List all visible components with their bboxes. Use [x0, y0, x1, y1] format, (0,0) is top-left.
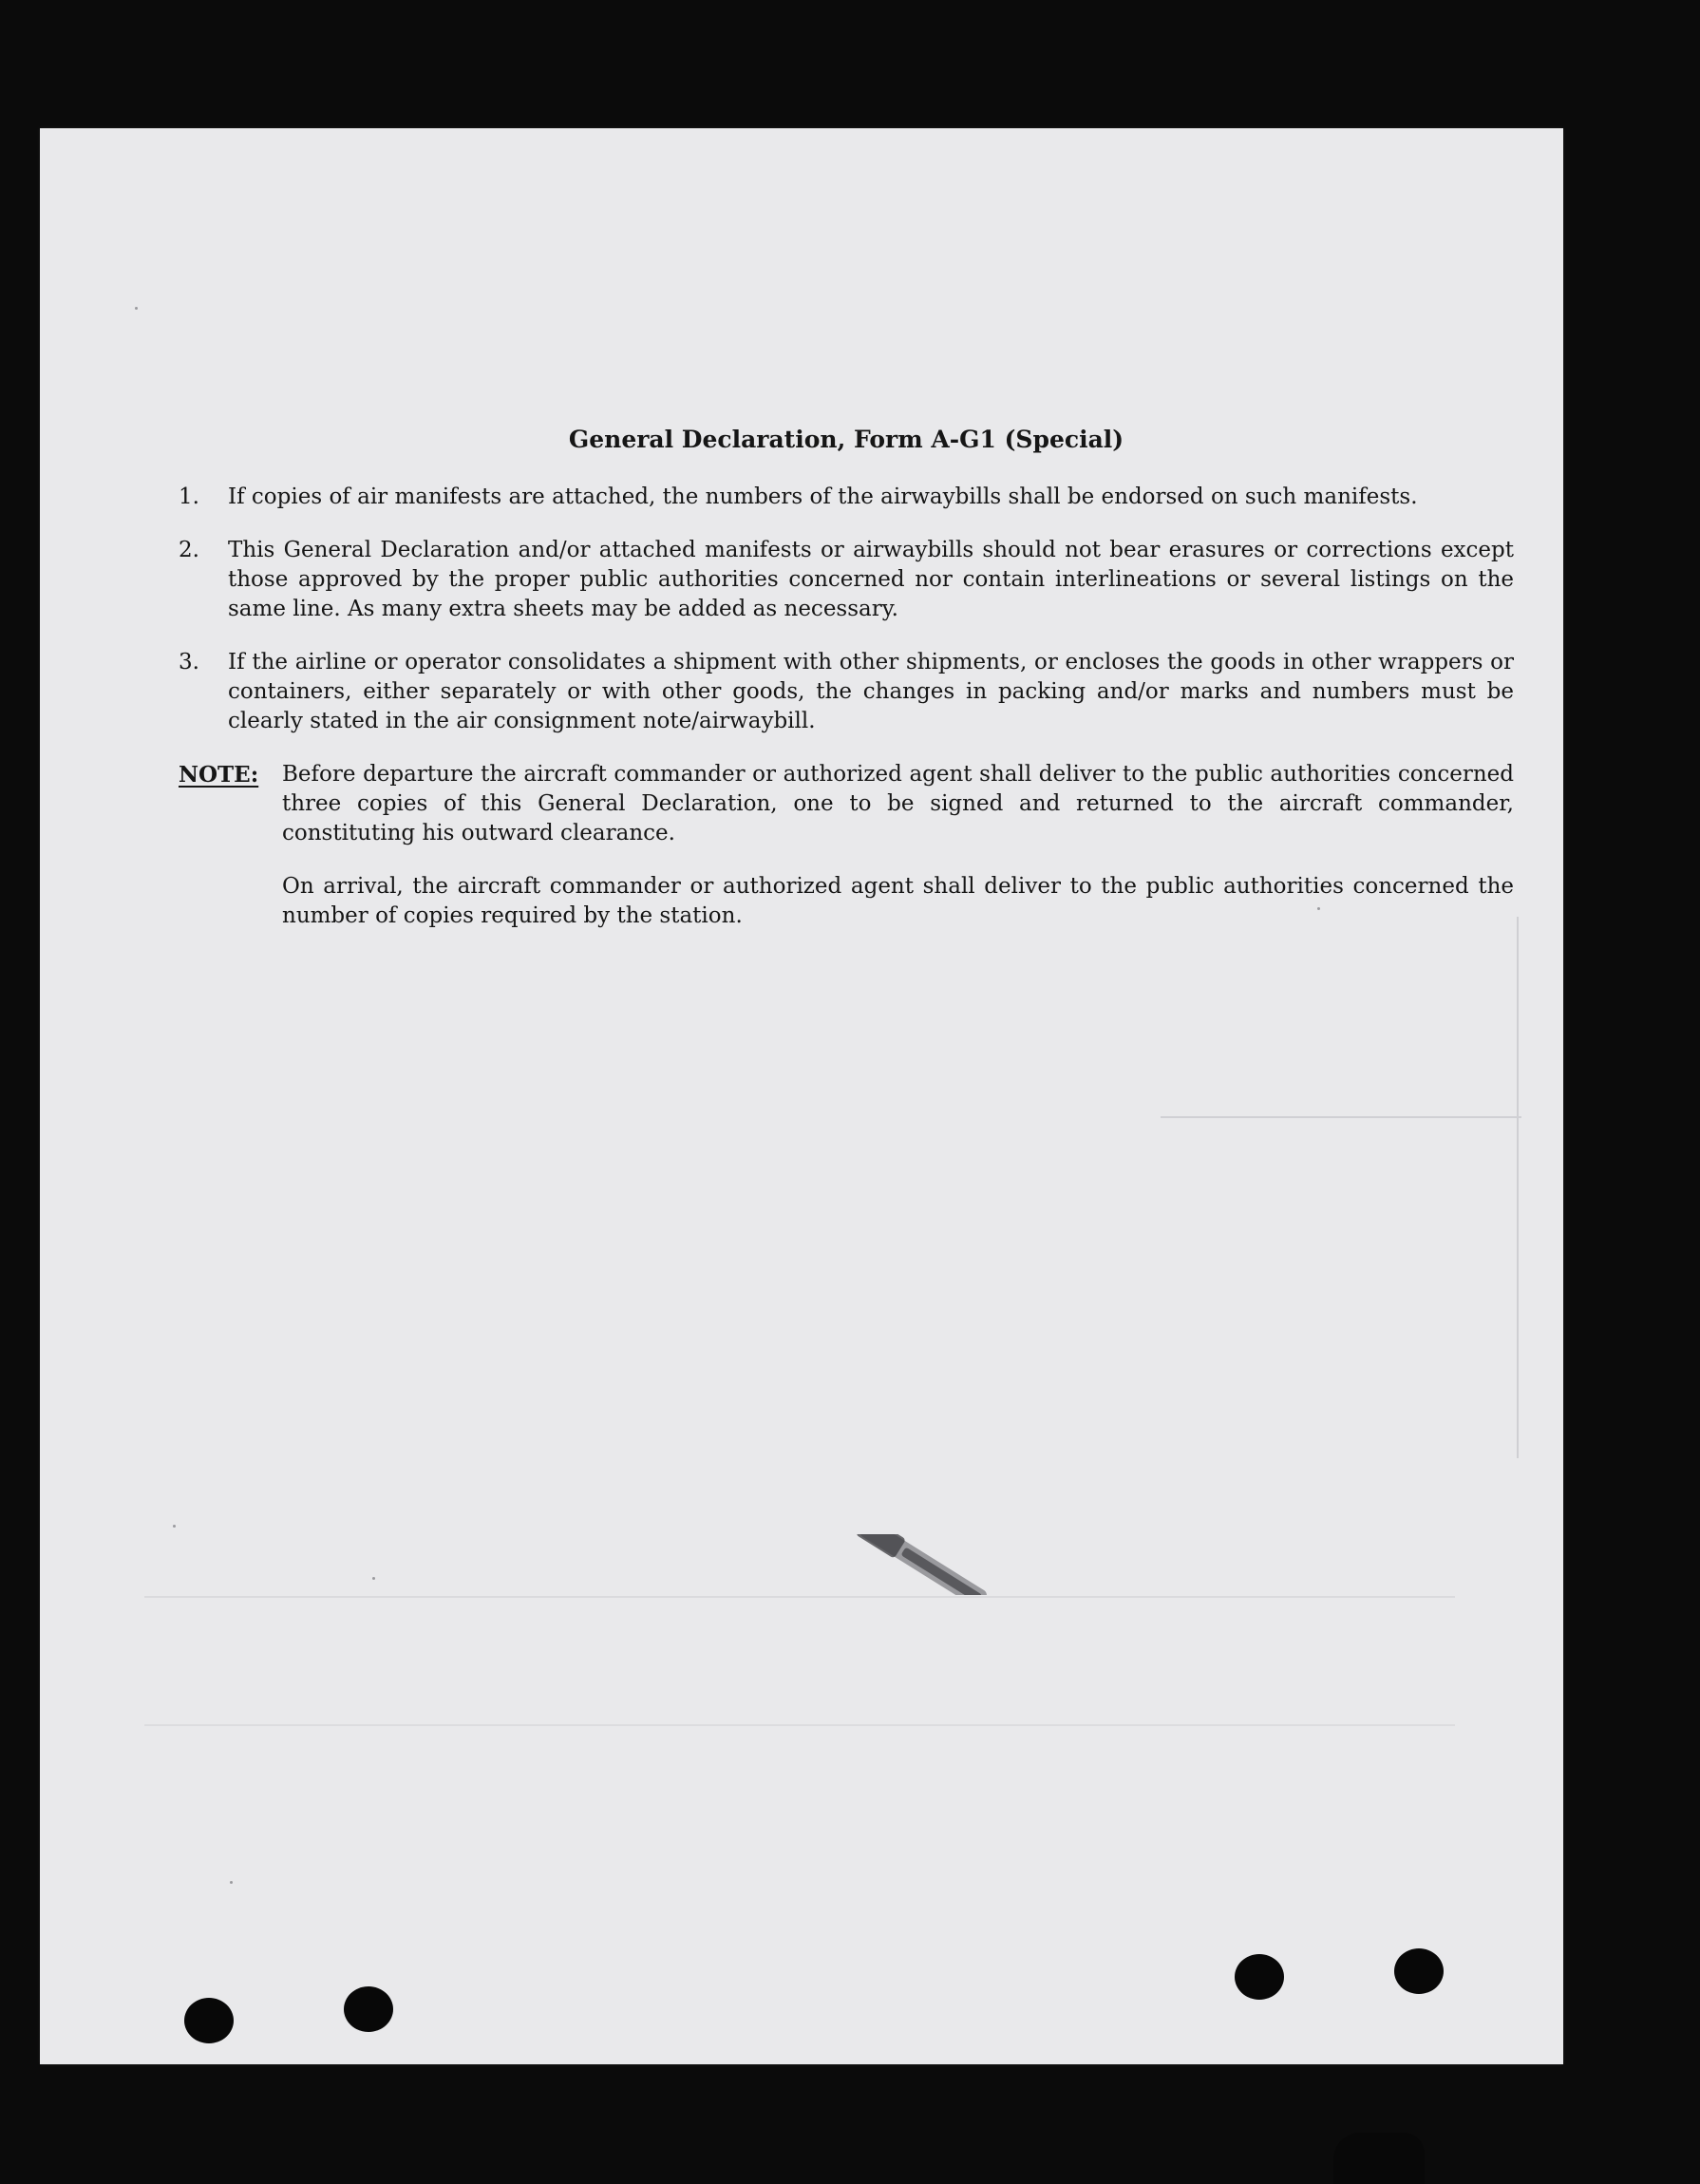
dust-speck [372, 1577, 375, 1580]
punch-hole [1235, 1954, 1284, 2000]
torn-corner [1333, 2133, 1425, 2184]
instruction-item [179, 648, 1514, 736]
punch-hole [184, 1998, 234, 2043]
item-text: If copies of air manifests are attached, the numbers of the airwaybills shall be endorsed on such manifests. [228, 484, 1418, 509]
dust-speck [230, 1881, 233, 1884]
note-paragraph: Before departure the aircraft commander or authorized agent shall deliver to the public authorities concerned three copies of this General Declaration, one to be signed and returned to the aircraft commander, constituting his outward clearance. [282, 762, 1514, 845]
dust-speck [135, 307, 138, 310]
item-text: If the airline or operator consolidates a shipment with other shipments, or encloses the goods in other wrappers or containers, either separately or with other goods, the changes in packing and/or marks and numbers must be clearly stated in the air consignment note/airwaybill. [228, 650, 1514, 733]
bleed-through-rule [1517, 917, 1519, 1458]
bleed-through-line [144, 1596, 1455, 1598]
instruction-item [179, 536, 1514, 624]
punch-hole [1394, 1948, 1444, 1994]
note-paragraph: On arrival, the aircraft commander or authorized agent shall deliver to the public authorities concerned the number of copies required by the station. [282, 874, 1514, 928]
dust-speck [1317, 907, 1320, 910]
note-section [179, 760, 1514, 931]
item-text: This General Declaration and/or attached manifests or airwaybills should not bear erasures or corrections except those approved by the proper public authorities concerned nor contain interlineations or several listings on the same line. As many extra sheets may be added as necessary. [228, 538, 1514, 621]
page-title: General Declaration, Form A-G1 (Special) [568, 426, 1124, 453]
bleed-through-line [1161, 1116, 1521, 1118]
item-number: 3. [179, 650, 199, 674]
note-label: NOTE: [179, 762, 259, 788]
paper-sheet [40, 128, 1563, 2064]
punch-hole [344, 1986, 393, 2032]
item-number: 2. [179, 538, 199, 562]
item-number: 1. [179, 484, 199, 509]
instruction-item [179, 483, 1514, 512]
declaration-instructions [179, 413, 1514, 955]
dust-speck [173, 1525, 176, 1528]
stamp-mark [842, 1534, 1009, 1595]
bleed-through-line [144, 1724, 1455, 1726]
